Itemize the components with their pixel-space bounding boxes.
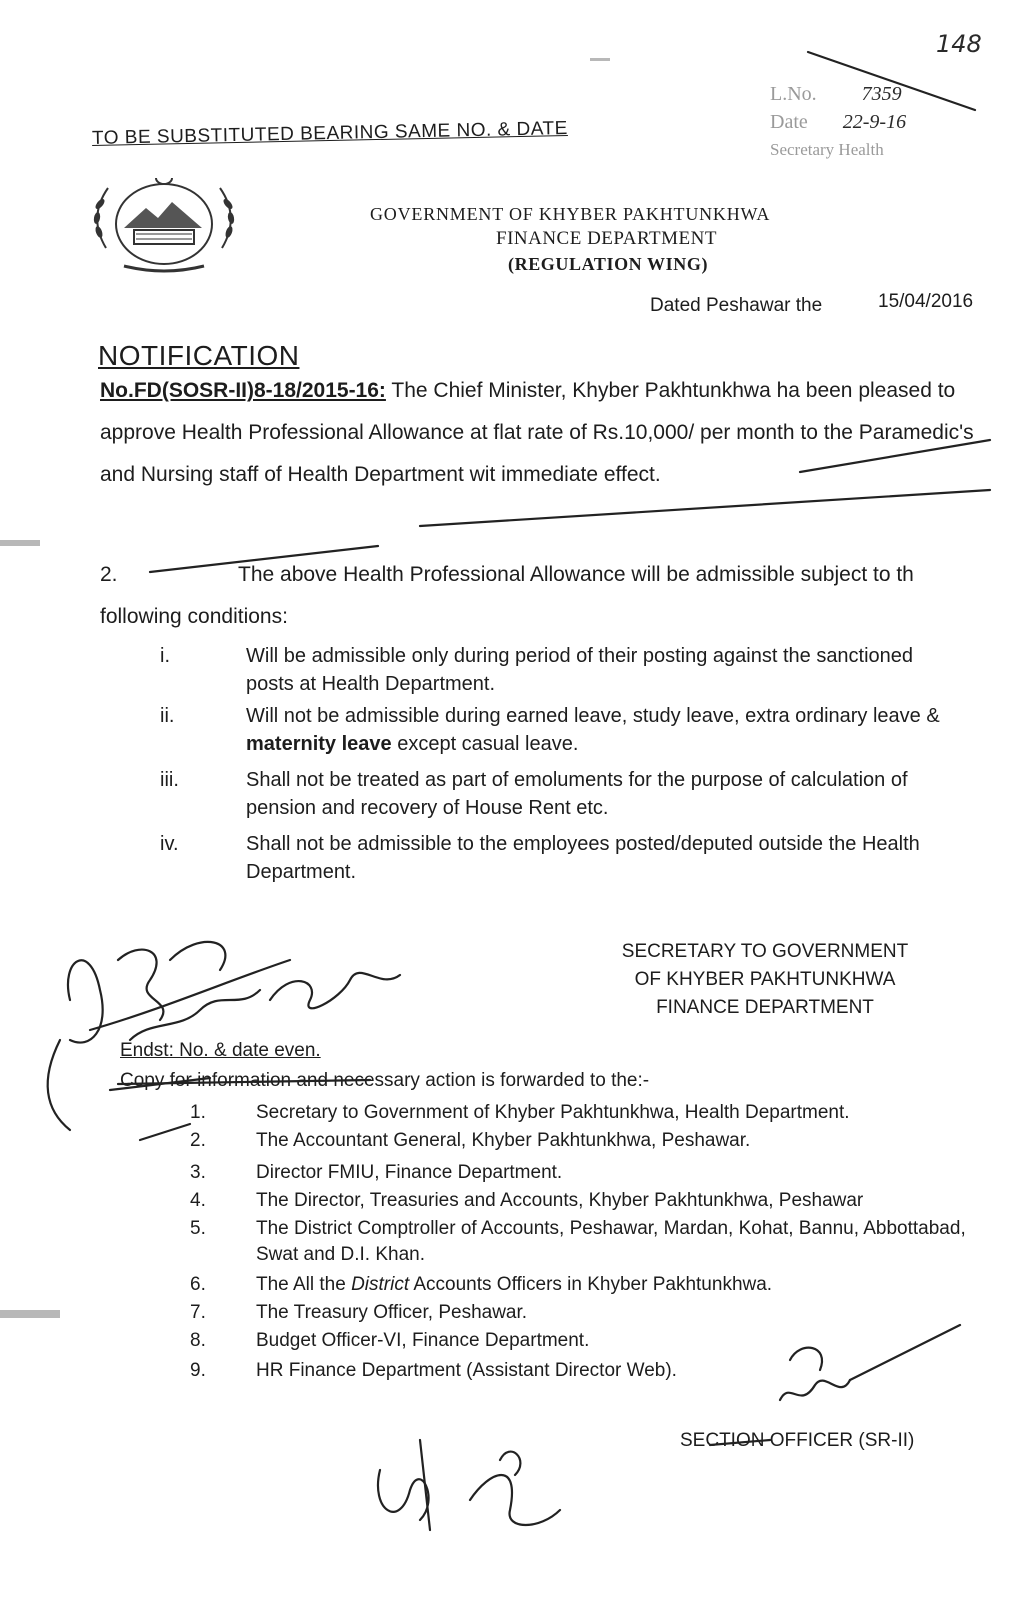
recipient-number: 9. xyxy=(190,1360,206,1381)
signatory-line: SECRETARY TO GOVERNMENT xyxy=(621,941,909,962)
letterhead-department: FINANCE DEPARTMENT xyxy=(496,228,717,249)
stamp-office: Secretary Health xyxy=(770,140,884,159)
recipient-number: 1. xyxy=(190,1102,206,1123)
condition-text: Shall not be admissible to the employees posted/deputed outside the Health Department. xyxy=(246,833,920,883)
paragraph-2 xyxy=(100,554,985,638)
paragraph-2-text: The above Health Professional Allowance will be admissible subject to th following conditions: xyxy=(100,563,914,628)
condition-text xyxy=(246,702,960,758)
stamp-number-row xyxy=(770,80,906,108)
recipient-number: 8. xyxy=(190,1330,206,1351)
recipient-text-part: The All the xyxy=(256,1274,352,1295)
stamp-date-value: 22-9-16 xyxy=(842,111,907,133)
condition-text: Shall not be treated as part of emoluments for the purpose of calculation of pension and recovery of House Rent etc. xyxy=(246,769,908,819)
recipient-text: Budget Officer-VI, Finance Department. xyxy=(256,1330,590,1351)
recipient-text-part: Accounts Officers in Khyber Pakhtunkhwa. xyxy=(409,1274,773,1295)
recipient-text: Director FMIU, Finance Department. xyxy=(256,1162,563,1183)
stamp-date-row xyxy=(770,108,906,136)
condition-number: iv. xyxy=(160,833,179,855)
government-emblem xyxy=(84,168,244,278)
recipient-italic-text: District xyxy=(351,1274,410,1295)
condition-text-part: except casual leave. xyxy=(391,733,579,755)
recipient-item xyxy=(190,1272,1010,1298)
paragraph-1-text: The Chief Minister, Khyber Pakhtunkhwa ha been pleased to approve Health Professional Allowance at flat rate of Rs.10,000/ per month to the Paramedic's and Nursing staff of Health Department wit immediate effect. xyxy=(100,379,974,486)
condition-text: Will be admissible only during period of their posting against the sanctioned posts at Health Department. xyxy=(246,645,914,695)
endorsement-line: Endst: No. & date even. xyxy=(120,1040,321,1061)
recipient-item xyxy=(190,1160,1010,1186)
recipient-item xyxy=(190,1188,1010,1214)
condition-item xyxy=(160,642,960,698)
signatory-block xyxy=(600,938,930,1022)
recipient-text: HR Finance Department (Assistant Director Web). xyxy=(256,1360,677,1381)
notification-reference: No.FD(SOSR-II)8-18/2015-16: xyxy=(100,379,386,402)
recipient-item xyxy=(190,1300,1010,1326)
recipient-item xyxy=(190,1100,1010,1126)
stamp-date-label: Date xyxy=(770,111,808,133)
signatory-line: FINANCE DEPARTMENT xyxy=(656,997,874,1018)
recipient-item xyxy=(190,1328,1010,1354)
recipient-text xyxy=(256,1272,1010,1298)
letterhead-government: GOVERNMENT OF KHYBER PAKHTUNKHWA xyxy=(370,204,771,224)
recipient-text: The Director, Treasuries and Accounts, Khyber Pakhtunkhwa, Peshawar xyxy=(256,1190,864,1211)
condition-item xyxy=(160,766,960,822)
condition-item xyxy=(160,830,960,886)
recipient-text: The Treasury Officer, Peshawar. xyxy=(256,1302,528,1323)
condition-item xyxy=(160,702,960,758)
notification-title: NOTIFICATION xyxy=(98,340,300,371)
page-number: 148 xyxy=(936,30,982,58)
paragraph-1 xyxy=(100,370,985,496)
copy-forward-line: Copy for information and necessary action is forwarded to the:- xyxy=(120,1070,650,1091)
paragraph-2-number: 2. xyxy=(100,563,118,586)
recipient-number: 6. xyxy=(190,1274,206,1295)
section-officer-title: SECTION OFFICER (SR-II) xyxy=(680,1430,915,1451)
condition-bold-text: maternity leave xyxy=(246,733,392,755)
stamp-number-label: L.No. xyxy=(770,83,817,105)
condition-number: iii. xyxy=(160,769,179,791)
recipient-number: 5. xyxy=(190,1218,206,1239)
dated-value: 15/04/2016 xyxy=(878,291,974,312)
stamp-number-value: 7359 xyxy=(861,83,902,105)
signatory-line: OF KHYBER PAKHTUNKHWA xyxy=(634,969,896,990)
recipient-number: 4. xyxy=(190,1190,206,1211)
substitution-note: TO BE SUBSTITUTED BEARING SAME NO. & DATE xyxy=(91,118,568,149)
dated-label: Dated Peshawar the xyxy=(650,295,823,316)
recipient-item xyxy=(190,1216,1010,1268)
condition-number: i. xyxy=(160,645,170,667)
recipient-text: The District Comptroller of Accounts, Peshawar, Mardan, Kohat, Bannu, Abbottabad, Swat and D.I. Khan. xyxy=(256,1218,966,1265)
recipient-number: 2. xyxy=(190,1130,206,1151)
condition-number: ii. xyxy=(160,705,175,727)
letterhead-wing: (REGULATION WING) xyxy=(508,254,709,274)
receipt-stamp xyxy=(770,80,906,164)
recipient-text: The Accountant General, Khyber Pakhtunkhwa, Peshawar. xyxy=(256,1130,751,1151)
recipient-item xyxy=(190,1128,1010,1154)
recipient-number: 7. xyxy=(190,1302,206,1323)
condition-text-part: Will not be admissible during earned leave, study leave, extra ordinary leave & xyxy=(246,705,940,727)
recipient-text: Secretary to Government of Khyber Pakhtunkhwa, Health Department. xyxy=(256,1102,850,1123)
recipient-number: 3. xyxy=(190,1162,206,1183)
recipient-item xyxy=(190,1358,1010,1384)
